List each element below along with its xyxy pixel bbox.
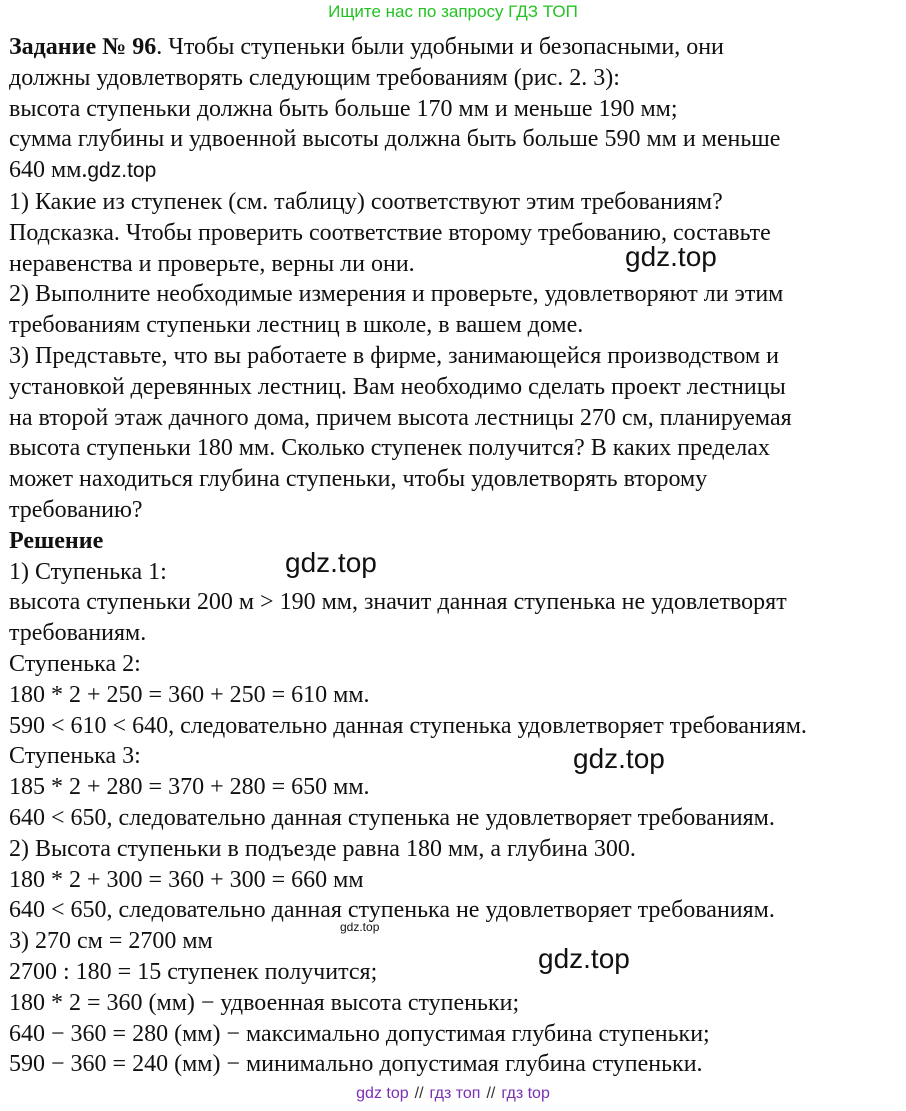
task-line: требованию? [9,496,143,523]
watermark: gdz.top [285,547,377,578]
task-line: 1) Какие из ступенек (см. таблицу) соответствуют этим требованиям? [9,188,723,215]
task-line: может находиться глубина ступеньки, чтобы удовлетворять второму [9,466,708,493]
page-content [9,32,901,1080]
watermark: gdz.top [573,743,665,774]
task-line: неравенства и проверьте, верны ли они. [9,250,415,277]
solution-line: 590 − 360 = 240 (мм) − минимально допустимая глубина ступеньки. [9,1051,703,1078]
task-line: высота ступеньки должна быть больше 170 мм и меньше 190 мм; [9,95,678,122]
footer-link[interactable]: гдз топ [429,1085,481,1102]
task-line [9,155,901,187]
solution-line: 1) Ступенька 1: [9,558,167,585]
task-line: 2) Выполните необходимые измерения и проверьте, удовлетворяют ли этим [9,281,784,308]
solution-line: 640 < 650, следовательно данная ступенька не удовлетворяет требованиям. [9,804,775,831]
solution-line: 640 − 360 = 280 (мм) − максимально допустимая глубина ступеньки; [9,1020,710,1047]
task-line: на второй этаж дачного дома, причем высота лестницы 270 см, планируемая [9,404,792,431]
solution-line: Ступенька 3: [9,743,141,770]
solution-line: 640 < 650, следовательно данная ступенька не удовлетворяет требованиям. [9,897,775,924]
solution-line: 590 < 610 < 640, следовательно данная ступенька удовлетворяет требованиям. [9,712,807,739]
solution-line: 180 * 2 + 250 = 360 + 250 = 610 мм. [9,681,370,708]
solution-line: 185 * 2 + 280 = 370 + 280 = 650 мм. [9,774,370,801]
task-title-line [9,32,901,63]
solution-line: 2700 : 180 = 15 ступенек получится; [9,958,378,985]
task-line: требованиям ступеньки лестниц в школе, в вашем доме. [9,312,584,339]
footer-links [0,1085,906,1103]
solution-line: высота ступеньки 200 м > 190 мм, значит данная ступенька не удовлетворят [9,589,787,616]
solution-line: 2) Высота ступеньки в подъезде равна 180 мм, а глубина 300. [9,835,636,862]
task-title: Задание № 96 [9,34,157,60]
solution-line: Ступенька 2: [9,650,141,677]
task-line: установкой деревянных лестниц. Вам необходимо сделать проект лестницы [9,373,786,400]
task-line: 3) Представьте, что вы работаете в фирме, занимающейся производством и [9,342,779,369]
solution-line: требованиям. [9,620,147,647]
footer-link[interactable]: gdz top [356,1085,409,1102]
task-line: Подсказка. Чтобы проверить соответствие второму требованию, составьте [9,219,771,246]
watermark: gdz.top [625,241,717,272]
footer-link[interactable]: гдз top [501,1085,550,1102]
footer-separator: // [414,1085,424,1102]
watermark: gdz.top [538,943,630,974]
solution-heading: Решение [9,527,104,554]
solution-line: 180 * 2 = 360 (мм) − удвоенная высота ступеньки; [9,989,520,1016]
solution-line: 180 * 2 + 300 = 360 + 300 = 660 мм [9,866,364,893]
small-watermark: gdz.top [340,920,380,934]
task-title-rest: . Чтобы ступеньки были удобными и безопасными, они [156,34,724,60]
search-banner: Ищите нас по запросу ГДЗ ТОП [328,2,578,21]
inline-watermark: gdz.top [87,159,157,183]
solution-line: 3) 270 см = 2700 мм [9,928,213,955]
task-line: сумма глубины и удвоенной высоты должна быть больше 590 мм и меньше [9,126,781,153]
task-line-text: 640 мм. [9,157,88,184]
task-line: высота ступеньки 180 мм. Сколько ступенек получится? В каких пределах [9,435,770,462]
task-line: должны удовлетворять следующим требованиям (рис. 2. 3): [9,64,620,91]
footer-separator: // [486,1085,496,1102]
